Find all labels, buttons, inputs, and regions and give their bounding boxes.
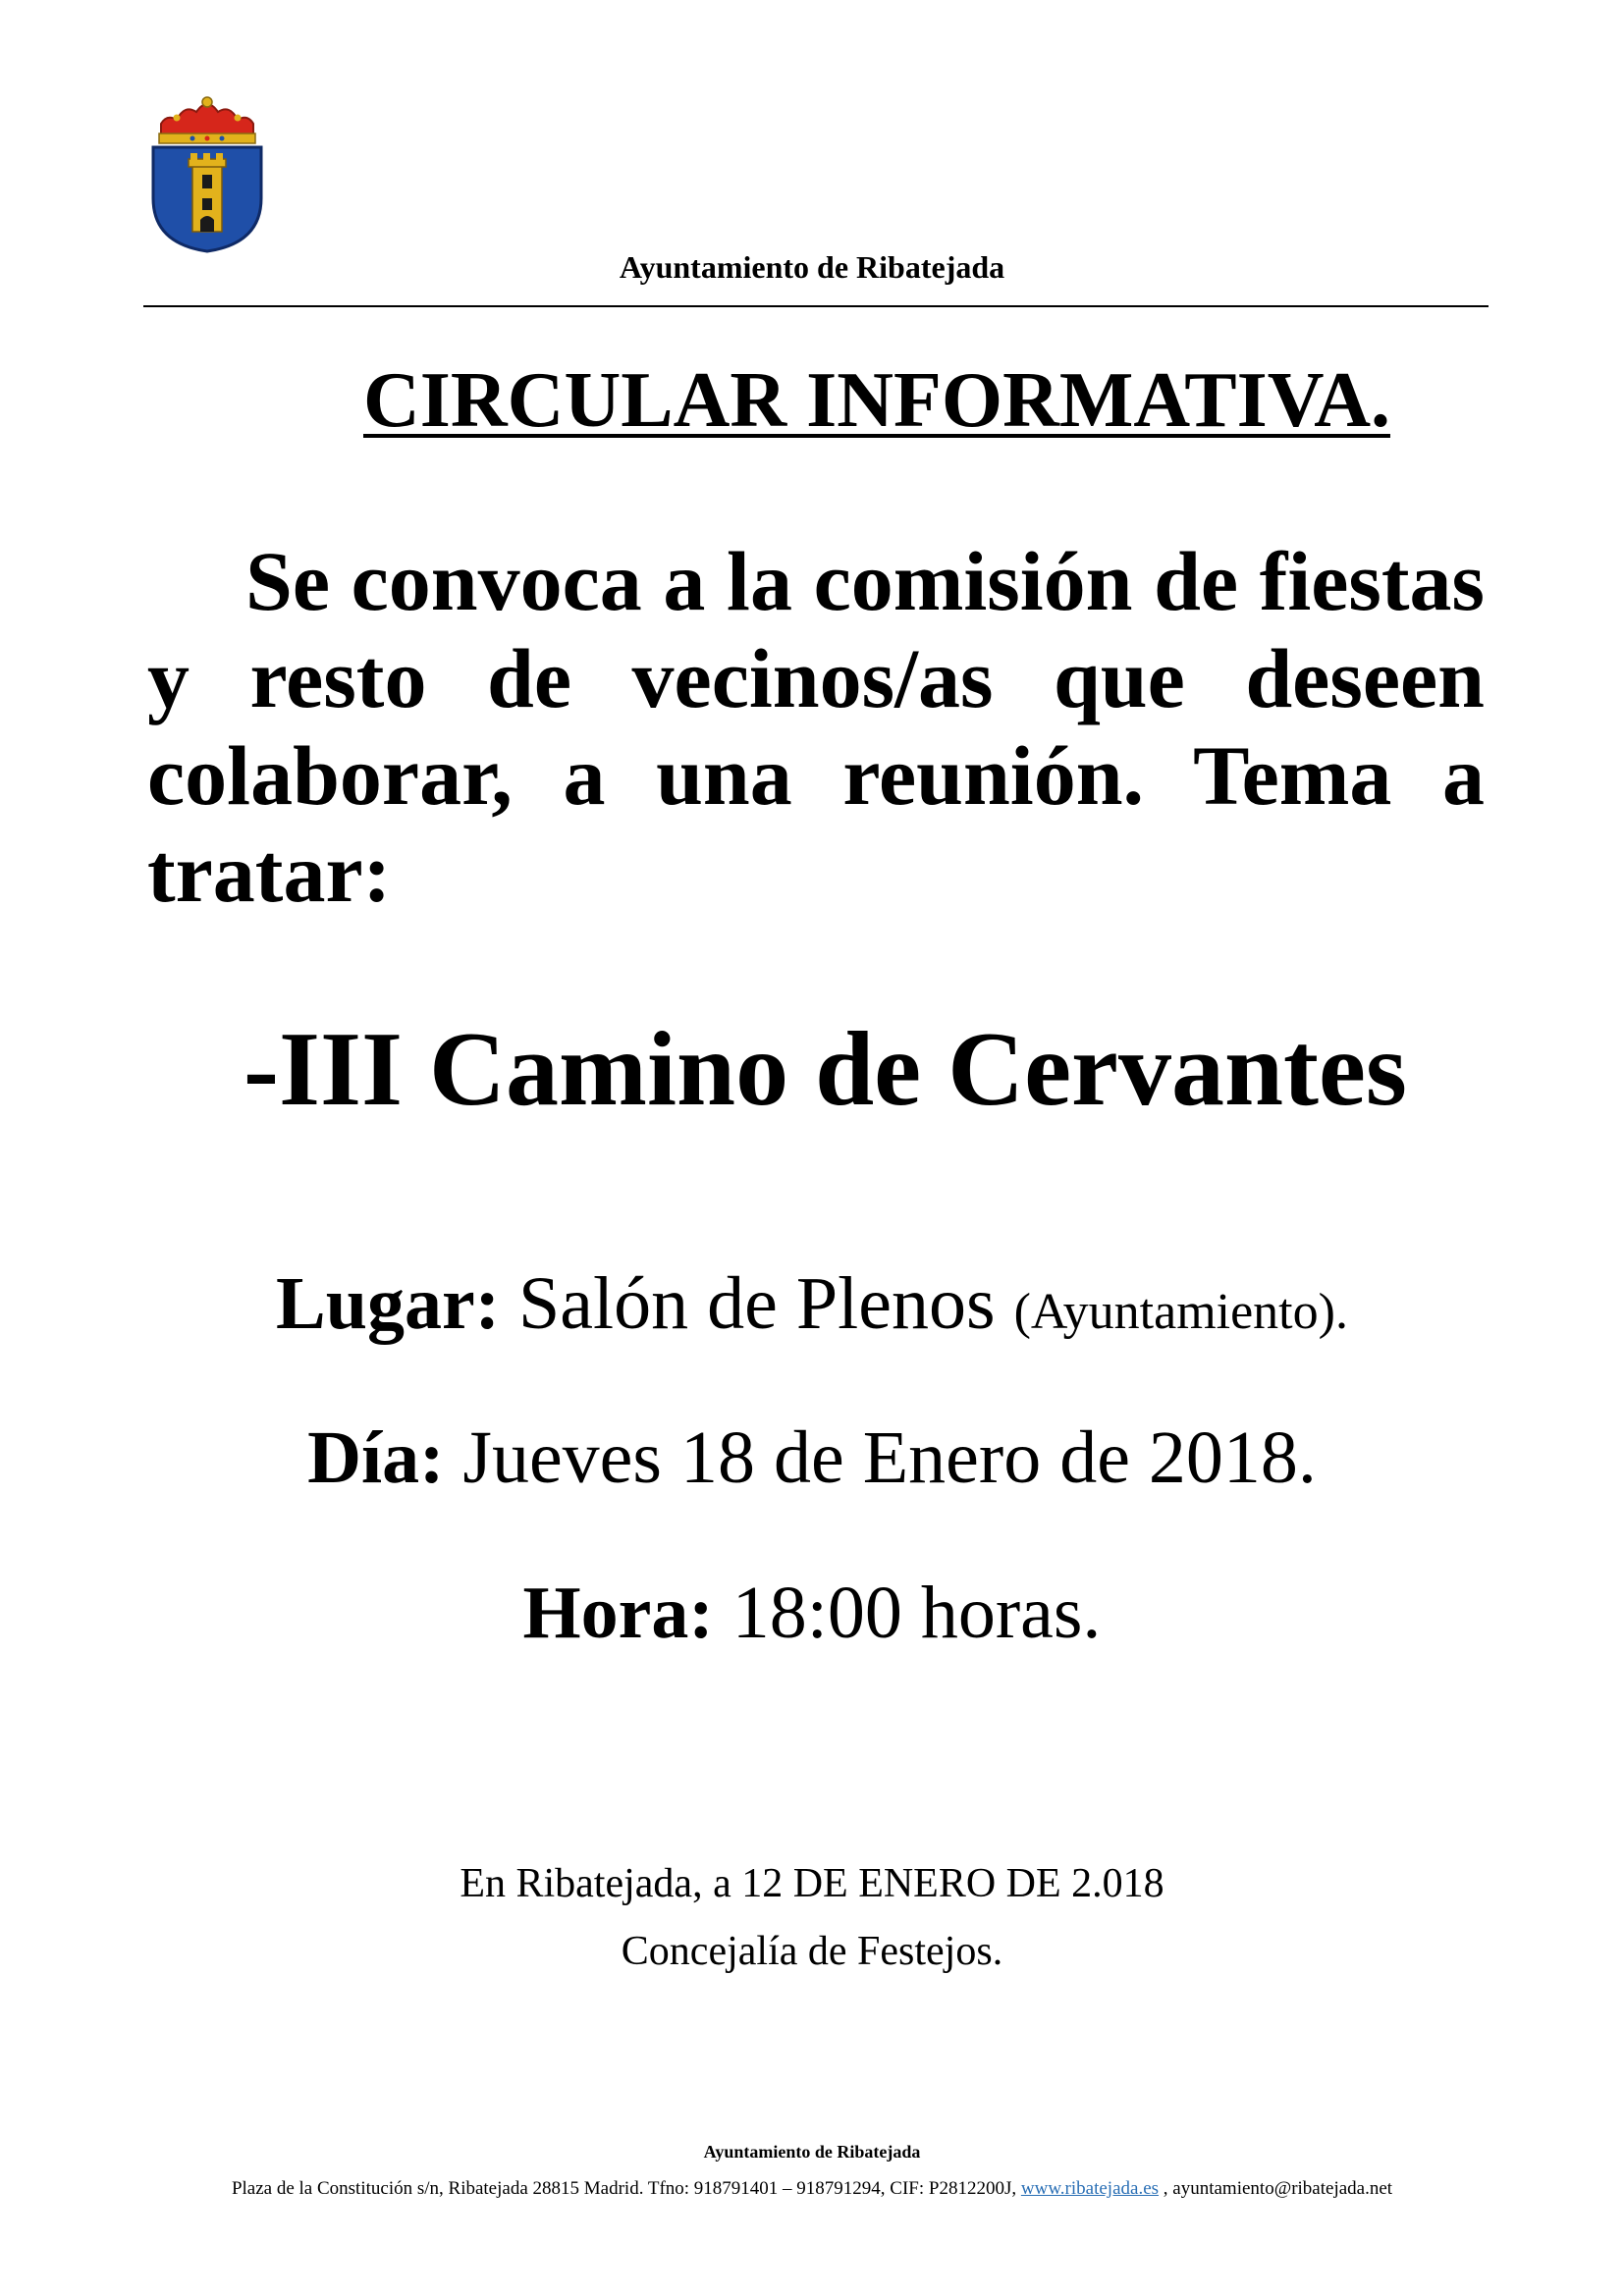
dia-label: Día: — [307, 1416, 445, 1499]
crest-tower — [189, 153, 226, 232]
signoff-department: Concejalía de Festejos. — [621, 1929, 1003, 1974]
footer-address: Plaza de la Constitución s/n, Ribatejada 28815 Madrid. Tfno: 918791401 – 918791294, CIF: P2812200J, — [231, 2178, 1021, 2199]
crest-crown — [159, 97, 255, 143]
footer-organization: Ayuntamiento de Ribatejada — [703, 2142, 921, 2162]
detail-hora — [0, 1569, 1624, 1657]
dia-value: Jueves 18 de Enero de 2018. — [444, 1416, 1317, 1499]
footer-email: ayuntamiento@ribatejada.net — [1172, 2178, 1393, 2199]
footer-website-link[interactable]: www.ribatejada.es — [1020, 2178, 1160, 2199]
lugar-note: (Ayuntamiento). — [1013, 1284, 1348, 1340]
signoff-place-date: En Ribatejada, a 12 DE ENERO DE 2.018 — [460, 1861, 1164, 1906]
header-organization: Ayuntamiento de Ribatejada — [619, 249, 1005, 285]
header-divider — [143, 305, 1489, 307]
coat-of-arms-logo — [147, 96, 267, 253]
meeting-topic: -III Camino de Cervantes — [244, 1011, 1407, 1128]
lugar-value: Salón de Plenos — [500, 1262, 1014, 1345]
hora-value: 18:00 horas. — [713, 1572, 1102, 1654]
detail-dia — [0, 1414, 1624, 1502]
detail-lugar — [0, 1259, 1624, 1357]
announcement-body: Se convoca a la comisión de fiestas y resto de vecinos/as que deseen colaborar, a una reunión. Tema a tratar: — [147, 534, 1485, 920]
footer-separator: , — [1159, 2178, 1173, 2199]
footer-contact — [0, 2176, 1624, 2202]
lugar-label: Lugar: — [276, 1262, 501, 1345]
document-title: CIRCULAR INFORMATIVA. — [363, 357, 1390, 444]
hora-label: Hora: — [522, 1572, 714, 1654]
